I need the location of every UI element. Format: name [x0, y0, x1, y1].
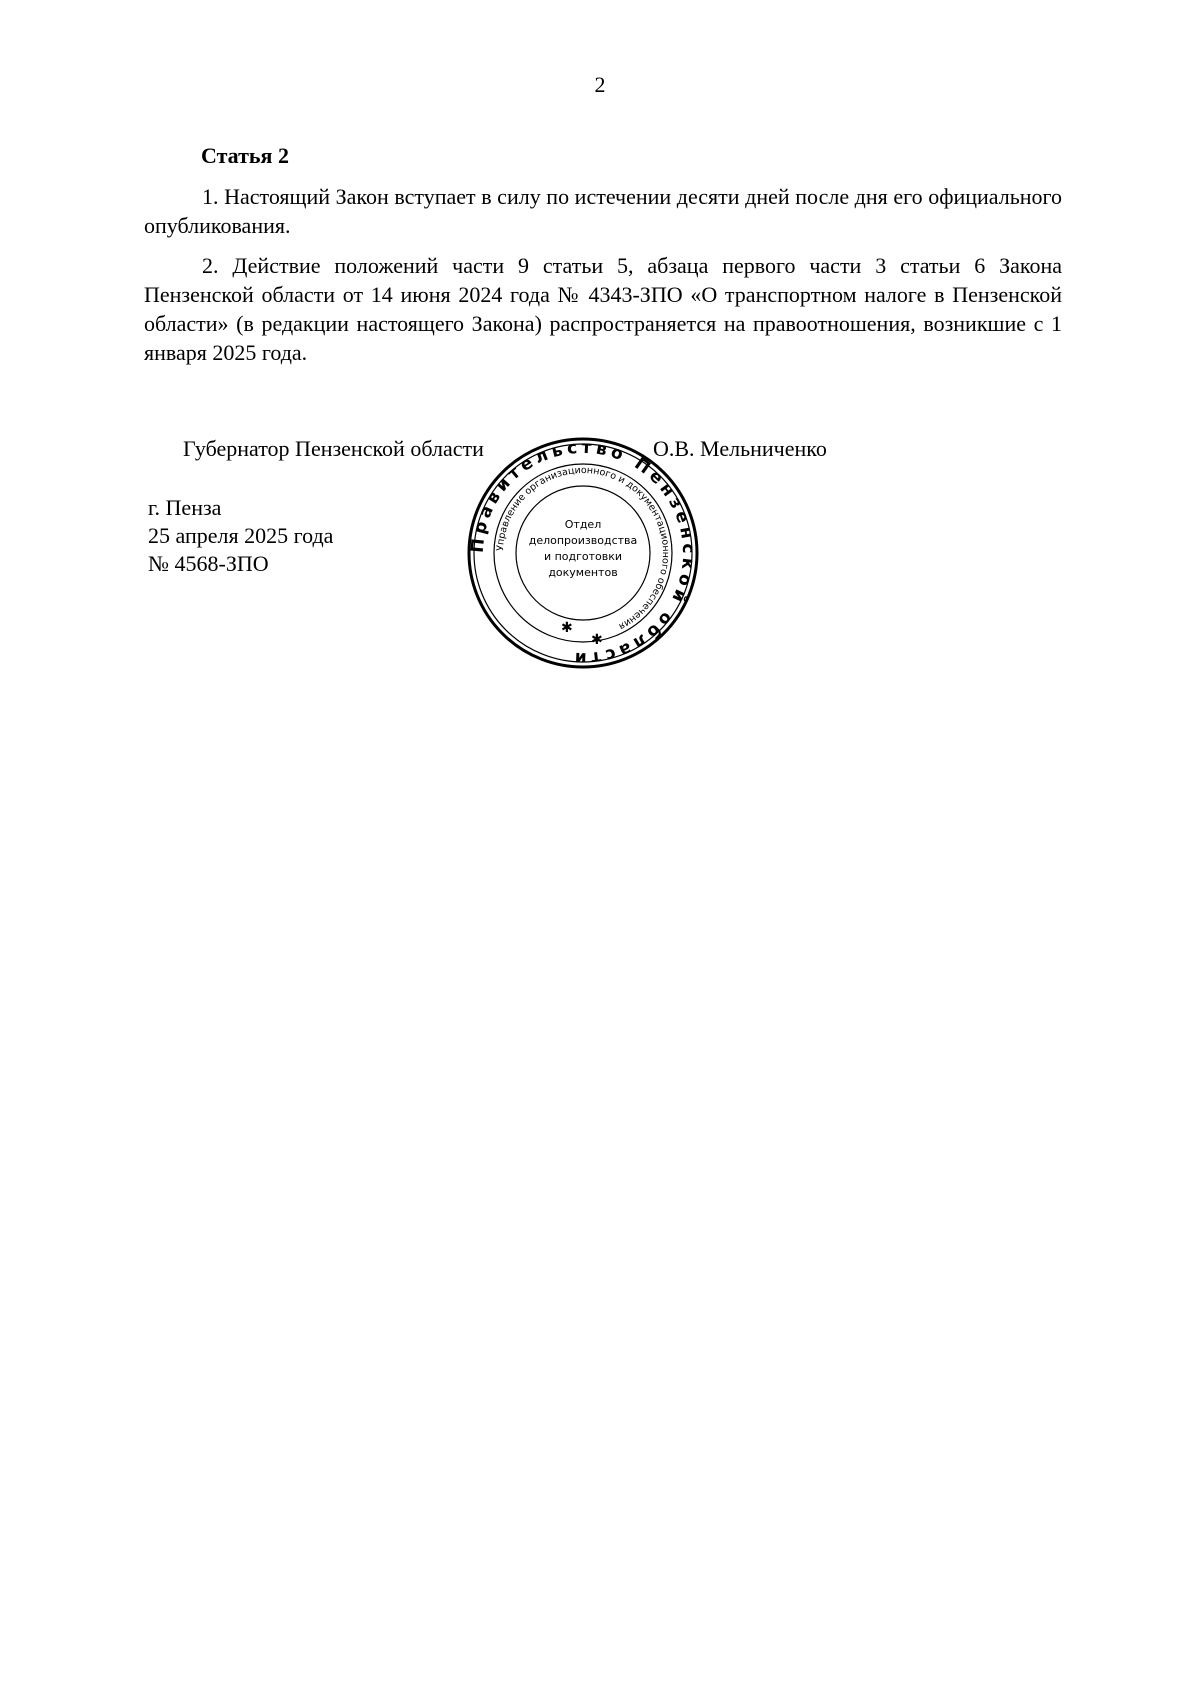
- article-paragraph-2: 2. Действие положений части 9 статьи 5, абзаца первого части 3 статьи 6 Закона Пензенской области от 14 июня 2024 года № 4343-ЗПО «О транспортном налоге в Пензенской области» (в редакции настоящего Закона) распространяется на правоотношения, возникшие с 1 января 2025 года.: [144, 253, 1062, 365]
- article-heading: Статья 2: [201, 143, 289, 168]
- stamp-inner-ring-text: Управление организационного и документационного обеспечения: [494, 464, 672, 632]
- signatory-title: Губернатор Пензенской области: [183, 436, 484, 461]
- stamp-outer-text: Правительство Пензенской области: [467, 437, 699, 669]
- stamp-center-line-1: Отдел: [564, 518, 602, 531]
- city: г. Пенза: [148, 495, 222, 520]
- article-paragraph-1: 1. Настоящий Закон вступает в силу по истечении десяти дней после дня его официального опубликования.: [144, 184, 1062, 238]
- stamp-center-line-3: и подготовки: [543, 550, 623, 563]
- stamp-center-line-2: делопроизводства: [528, 534, 638, 547]
- stamp-center-line-4: документов: [548, 566, 618, 579]
- stamp-star-icon: ✱: [561, 621, 573, 636]
- date: 25 апреля 2025 года: [148, 523, 334, 548]
- signatory-name: О.В. Мельниченко: [653, 436, 827, 461]
- place-date-block: [148, 494, 333, 578]
- official-stamp: [466, 436, 700, 670]
- stamp-star-icon: ✱: [591, 633, 603, 648]
- page-number: 2: [594, 72, 606, 97]
- law-number: № 4568-ЗПО: [148, 551, 269, 576]
